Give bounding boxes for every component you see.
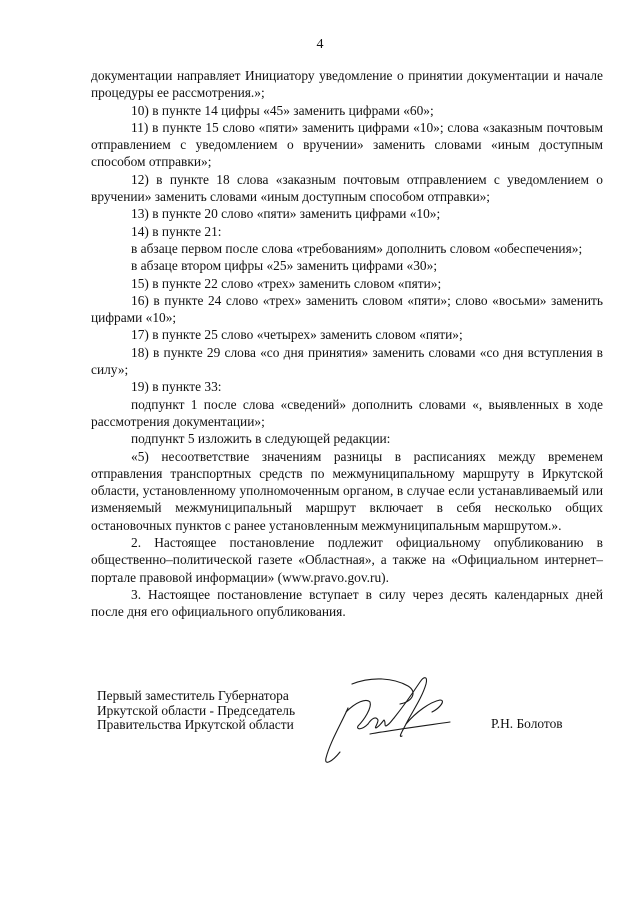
page-number: 4	[316, 37, 324, 52]
paragraph-item-10: 10) в пункте 14 цифры «45» заменить цифрами «60»;	[131, 102, 434, 118]
signatory-title-line: Иркутской области - Председатель	[97, 702, 296, 718]
paragraph-subitem-1: подпункт 1 после слова «сведений» дополнить словами «, выявленных в ходе рассмотрения документации»;	[91, 396, 603, 429]
paragraph-subitem-5-text: «5) несоответствие значениям разницы в расписаниях между временем отправления транспортных средств по межмуниципальному маршруту в Иркутской области, установленному уполномоченным органом, в случае если устанавливаемый или изменяемый межмуниципальный маршрут включает в себя несколько общих остановочных пунктов с ранее установленным межмуниципальным маршрутом.».	[91, 448, 603, 533]
paragraph-item-11: 11) в пункте 15 слово «пяти» заменить цифрами «10»; слова «заказным почтовым отправлением с уведомлением о вручении» заменить словами «иным доступным способом отправки»;	[91, 119, 603, 170]
document-body	[91, 67, 603, 621]
paragraph-item-12: 12) в пункте 18 слова «заказным почтовым отправлением с уведомлением о вручении» заменить словами «иным доступным способом отправки»;	[91, 171, 603, 205]
paragraph-item-14: 14) в пункте 21:	[131, 223, 222, 239]
paragraph-continuation: документации направляет Инициатору уведомление о принятии документации и начале процедуры ее рассмотрения.»;	[91, 68, 603, 101]
signatory-name: Р.Н. Болотов	[491, 716, 563, 731]
paragraph-item-19: 19) в пункте 33:	[131, 379, 222, 395]
paragraph-clause-2: 2. Настоящее постановление подлежит официальному опубликованию в общественно–политической газете «Областная», а также на «Официальном интернет–портале правовой информации» (www.pravo.gov.ru).	[91, 535, 603, 585]
paragraph-item-14-second-abzac: в абзаце втором цифры «25» заменить цифрами «30»;	[131, 258, 438, 274]
paragraph-clause-3: 3. Настоящее постановление вступает в силу через десять календарных дней после дня его официального опубликования.	[91, 586, 603, 620]
paragraph-item-18: 18) в пункте 29 слова «со дня принятия» заменить словами «со дня вступления в силу»;	[91, 344, 603, 378]
paragraph-subitem-5: подпункт 5 изложить в следующей редакции:	[131, 431, 391, 447]
paragraph-item-13: 13) в пункте 20 слово «пяти» заменить цифрами «10»;	[131, 206, 441, 222]
paragraph-item-14-first-abzac: в абзаце первом после слова «требованиям» дополнить словом «обеспечения»;	[131, 240, 583, 256]
handwritten-signature	[312, 672, 462, 772]
paragraph-item-15: 15) в пункте 22 слово «трех» заменить словом «пяти»;	[131, 275, 442, 291]
signatory-title	[97, 689, 295, 733]
signatory-title-line: Правительства Иркутской области	[97, 717, 294, 733]
signatory-title-line: Первый заместитель Губернатора	[97, 688, 289, 703]
paragraph-item-17: 17) в пункте 25 слово «четырех» заменить словом «пяти»;	[131, 327, 463, 343]
paragraph-item-16: 16) в пункте 24 слово «трех» заменить словом «пяти»; слово «восьми» заменить цифрами «10»;	[91, 292, 603, 326]
